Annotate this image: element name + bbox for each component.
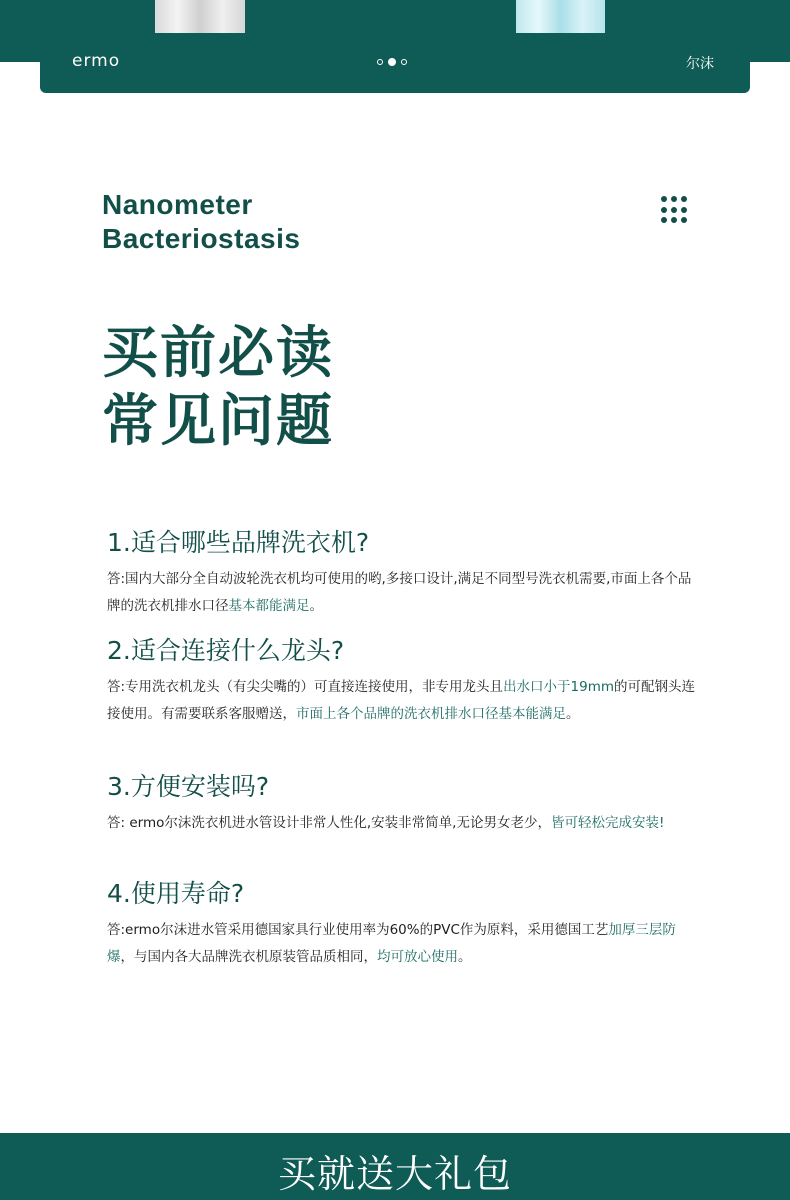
answer-highlight: 均可放心使用 [377, 949, 458, 965]
brand-logo[interactable]: ermo [72, 51, 121, 71]
faq-question-2: 2.适合连接什么龙头? [107, 636, 345, 665]
answer-text: 。 [309, 598, 323, 614]
english-title-line-1: Nanometer [102, 189, 253, 220]
answer-highlight: 皆可轻松完成安装! [550, 815, 665, 831]
gift-banner-text: 买就送大礼包 [277, 1152, 512, 1196]
carousel-dot[interactable] [377, 59, 383, 65]
faq-answer-1 [107, 566, 697, 620]
faq-answer-4 [107, 917, 697, 971]
brand-name-link[interactable]: 尔沫 [686, 56, 714, 72]
answer-highlight: 基本都能满足 [228, 598, 310, 614]
answer-highlight: 出水口小于19mm [503, 679, 615, 695]
carousel-indicator [377, 59, 407, 66]
answer-text: 。 [458, 949, 472, 965]
answer-text: 答:国内大部分全自动波轮洗衣机均可使用的哟,多接口设计,满足不同型号洗衣机需要,市面上各个品牌的洗衣机排水口径 [107, 571, 692, 614]
faq-item-2 [107, 634, 697, 728]
english-title [102, 188, 300, 256]
answer-text: 的可配钢头连接使用。有需要联系客服赠送， [107, 679, 696, 722]
faq-question-3: 3.方便安装吗? [107, 772, 270, 801]
faq-answer-2 [107, 674, 697, 728]
nav-bar [40, 33, 750, 93]
faq-item-1 [107, 526, 697, 620]
faq-question-4: 4.使用寿命? [107, 879, 245, 908]
page-title-line-2: 常见问题 [102, 389, 334, 454]
faq-item-3 [107, 770, 697, 837]
carousel-dot[interactable] [401, 59, 407, 65]
answer-text: 答: ermo尔沫洗衣机进水管设计非常人性化,安装非常简单,无论男女老少， [107, 815, 551, 831]
english-title-line-2: Bacteriostasis [102, 223, 301, 254]
faq-question-1: 1.适合哪些品牌洗衣机? [107, 528, 370, 557]
gift-banner[interactable] [0, 1133, 790, 1200]
answer-highlight: 加厚三层防爆 [107, 922, 676, 965]
faq-answer-3 [107, 810, 697, 837]
answer-text: ，与国内各大品牌洗衣机原装管品质相同， [120, 949, 377, 965]
answer-text: 。 [566, 706, 580, 722]
answer-text: 答:专用洗衣机龙头（有尖尖嘴的）可直接连接使用，非专用龙头且 [107, 679, 504, 695]
product-thumbnail-gray[interactable] [155, 0, 245, 33]
dot-grid-icon [661, 196, 689, 224]
page-title [102, 320, 334, 456]
answer-highlight: 市面上各个品牌的洗衣机排水口径基本能满足 [296, 706, 566, 722]
page-title-line-1: 买前必读 [102, 321, 334, 386]
product-thumbnail-cyan[interactable] [516, 0, 605, 33]
answer-text: 答:ermo尔沫进水管采用德国家具行业使用率为60%的PVC作为原料，采用德国工艺 [107, 922, 609, 938]
carousel-dot-active[interactable] [388, 58, 396, 66]
faq-item-4 [107, 877, 697, 971]
